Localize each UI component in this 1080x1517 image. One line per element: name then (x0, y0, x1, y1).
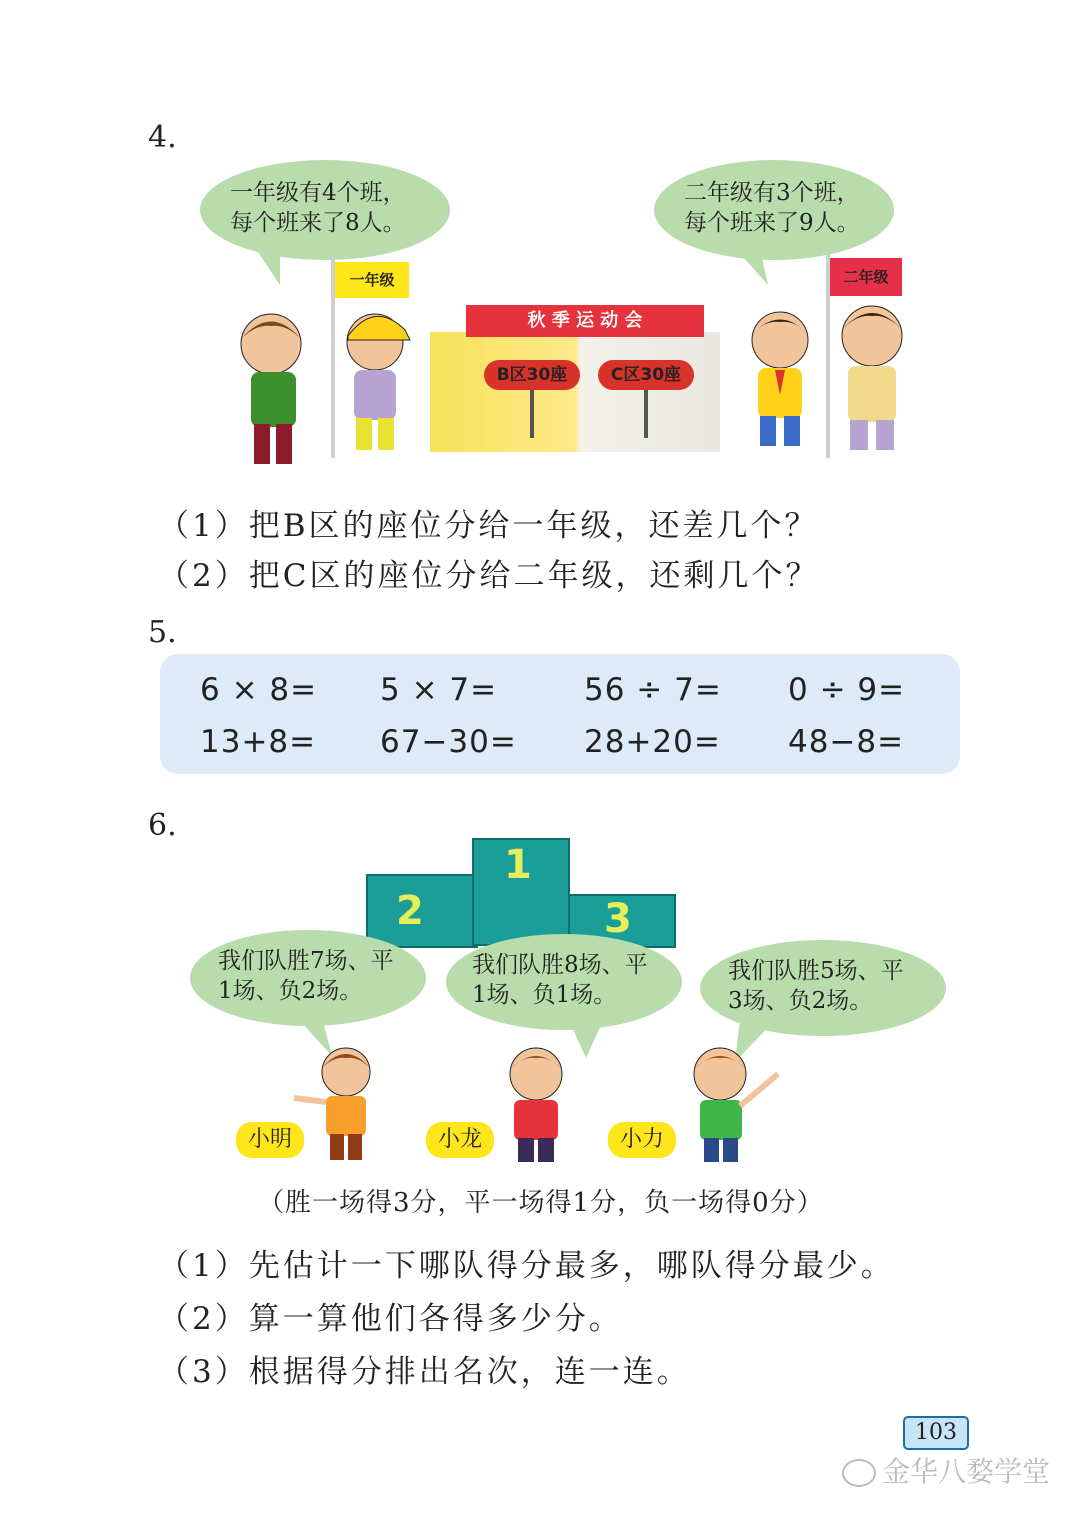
calc-item: 28+20= (584, 724, 721, 760)
question-6-2: （2）算一算他们各得多少分。 (158, 1301, 623, 1337)
section-5-number: 5. (148, 615, 177, 650)
watermark-text: 金华八婺学堂 (882, 1455, 1051, 1488)
boy-illustration (832, 296, 912, 460)
boy-illustration (226, 304, 326, 474)
bubble-tail (240, 240, 300, 290)
section-6-number: 6. (148, 808, 177, 843)
speech-bubble-grade1 (200, 160, 450, 260)
question-6-3: （3）根据得分排出名次，连一连。 (158, 1354, 691, 1390)
sign-zone-b: B区30座 (484, 360, 580, 390)
bubble-line: 1场、负1场。 (472, 982, 617, 1008)
page-number: 103 (903, 1416, 969, 1450)
podium-label-2: 2 (396, 888, 424, 934)
boy-illustration (496, 1040, 576, 1170)
sports-meet-banner: 秋 季 运 动 会 (466, 305, 704, 337)
flag-grade2: 二年级 (830, 258, 902, 296)
podium-label-3: 3 (604, 896, 632, 942)
bubble-line: 每个班来了8人。 (230, 210, 406, 236)
boy-illustration (290, 1040, 390, 1170)
speech-bubble-xiaolong (446, 934, 682, 1030)
calc-item: 56 ÷ 7= (584, 672, 722, 708)
sign-zone-c: C区30座 (598, 360, 694, 390)
bubble-line: 我们队胜5场、平 (728, 958, 904, 984)
boy-illustration (680, 1040, 790, 1170)
calc-item: 13+8= (200, 724, 317, 760)
bubble-line: 二年级有3个班， (684, 180, 860, 206)
boy-illustration (740, 300, 820, 460)
name-tag-xiaoli: 小力 (608, 1122, 676, 1158)
bubble-line: 每个班来了9人。 (684, 210, 860, 236)
boy-illustration (340, 300, 420, 460)
question-4-2: （2）把C区的座位分给二年级，还剩几个？ (158, 558, 820, 594)
stadium-seats (430, 332, 720, 452)
calc-item: 6 × 8= (200, 672, 318, 708)
wechat-icon (842, 1459, 876, 1487)
watermark (842, 1450, 1050, 1490)
podium-label-1: 1 (504, 842, 532, 888)
calc-item: 0 ÷ 9= (788, 672, 906, 708)
section-4-number: 4. (148, 120, 177, 155)
bubble-line: 3场、负2场。 (728, 988, 873, 1014)
name-tag-xiaolong: 小龙 (426, 1122, 494, 1158)
scoring-rule: （胜一场得3分，平一场得1分，负一场得0分） (258, 1188, 824, 1218)
flag-grade1: 一年级 (335, 262, 409, 298)
name-tag-xiaoming: 小明 (236, 1122, 304, 1158)
bubble-line: 1场、负2场。 (218, 978, 363, 1004)
question-6-1: （1）先估计一下哪队得分最多，哪队得分最少。 (158, 1248, 895, 1284)
bubble-line: 我们队胜7场、平 (218, 948, 394, 974)
sign-post (530, 390, 534, 438)
calc-item: 5 × 7= (380, 672, 498, 708)
calc-item: 48−8= (788, 724, 905, 760)
sign-post (644, 390, 648, 438)
question-4-1: （1）把B区的座位分给一年级，还差几个？ (158, 508, 819, 544)
calc-item: 67−30= (380, 724, 517, 760)
bubble-line: 一年级有4个班， (230, 180, 406, 206)
bubble-line: 我们队胜8场、平 (472, 952, 648, 978)
bubble-tail (728, 240, 788, 290)
